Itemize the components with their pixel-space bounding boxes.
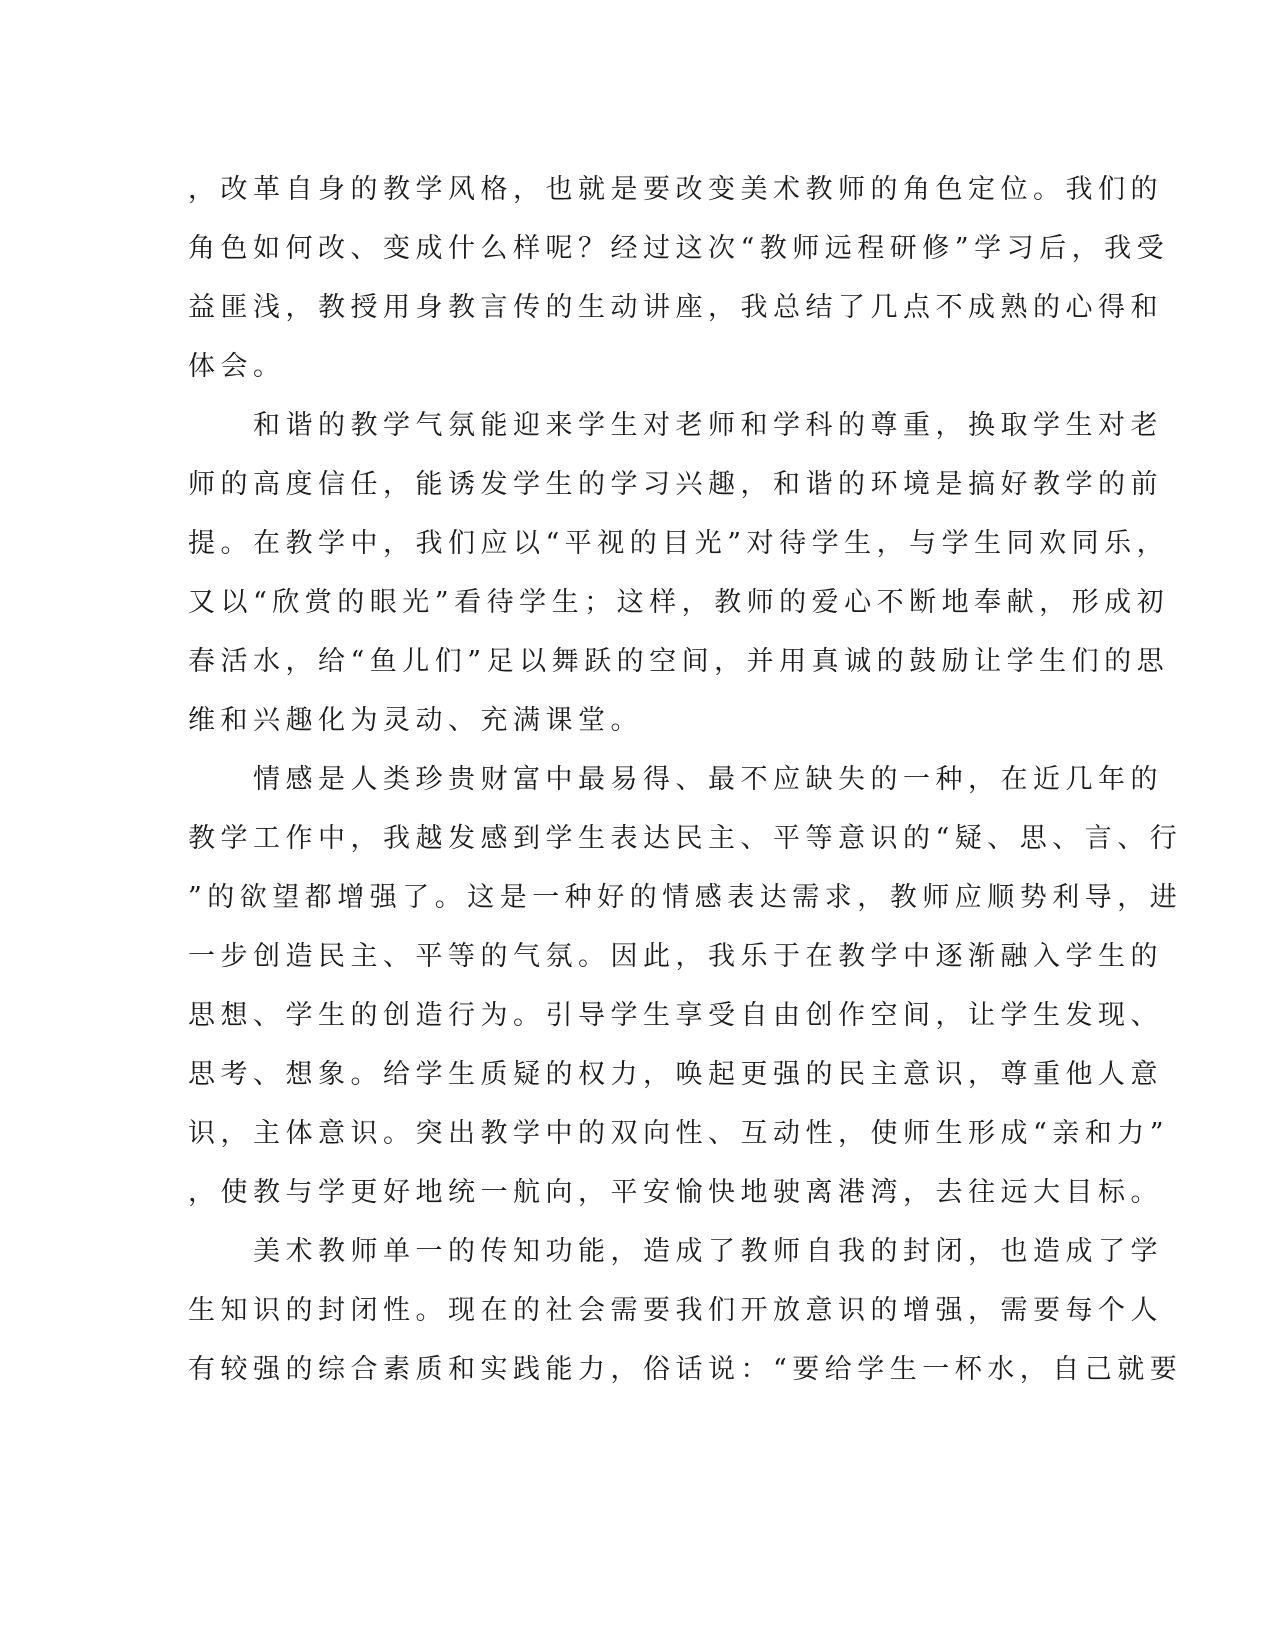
text-line: ，使教与学更好地统一航向，平安愉快地驶离港湾，去往远大目标。	[188, 1177, 1163, 1208]
text-line: 思考、想象。给学生质疑的权力，唤起更强的民主意识，尊重他人意	[188, 1059, 1163, 1090]
text-line: 生知识的封闭性。现在的社会需要我们开放意识的增强，需要每个人	[188, 1295, 1163, 1326]
text-line: 一步创造民主、平等的气氛。因此，我乐于在教学中逐渐融入学生的	[188, 941, 1163, 972]
text-line: 春活水，给“鱼儿们”足以舞跃的空间，并用真诚的鼓励让学生们的思	[188, 646, 1170, 677]
text-line: ，改革自身的教学风格，也就是要改变美术教师的角色定位。我们的	[188, 174, 1163, 205]
text-line: 又以“欣赏的眼光”看待学生；这样，教师的爱心不断地奉献，形成初	[188, 587, 1170, 618]
text-line: 情感是人类珍贵财富中最易得、最不应缺失的一种，在近几年的	[188, 764, 1163, 795]
text-line: 识，主体意识。突出教学中的双向性、互动性，使师生形成“亲和力”	[188, 1118, 1170, 1149]
text-line: 提。在教学中，我们应以“平视的目光”对待学生，与学生同欢同乐，	[188, 528, 1170, 559]
text-line: 益匪浅，教授用身教言传的生动讲座，我总结了几点不成熟的心得和	[188, 292, 1163, 323]
text-line: 师的高度信任，能诱发学生的学习兴趣，和谐的环境是搞好教学的前	[188, 469, 1163, 500]
text-line: 思想、学生的创造行为。引导学生享受自由创作空间，让学生发现、	[188, 1000, 1163, 1031]
text-line: 和谐的教学气氛能迎来学生对老师和学科的尊重，换取学生对老	[188, 410, 1163, 441]
text-line: ”的欲望都增强了。这是一种好的情感表达需求，教师应顺势利导，进	[188, 882, 1183, 913]
document-body	[188, 160, 1183, 1399]
text-line: 体会。	[188, 351, 286, 382]
text-line: 美术教师单一的传知功能，造成了教师自我的封闭，也造成了学	[188, 1236, 1163, 1267]
text-line: 维和兴趣化为灵动、充满课堂。	[188, 705, 643, 736]
text-line: 有较强的综合素质和实践能力，俗话说：“要给学生一杯水，自己就要	[188, 1354, 1183, 1385]
text-line: 教学工作中，我越发感到学生表达民主、平等意识的“疑、思、言、行	[188, 823, 1183, 854]
text-line: 角色如何改、变成什么样呢？经过这次“教师远程研修”学习后，我受	[188, 233, 1170, 264]
